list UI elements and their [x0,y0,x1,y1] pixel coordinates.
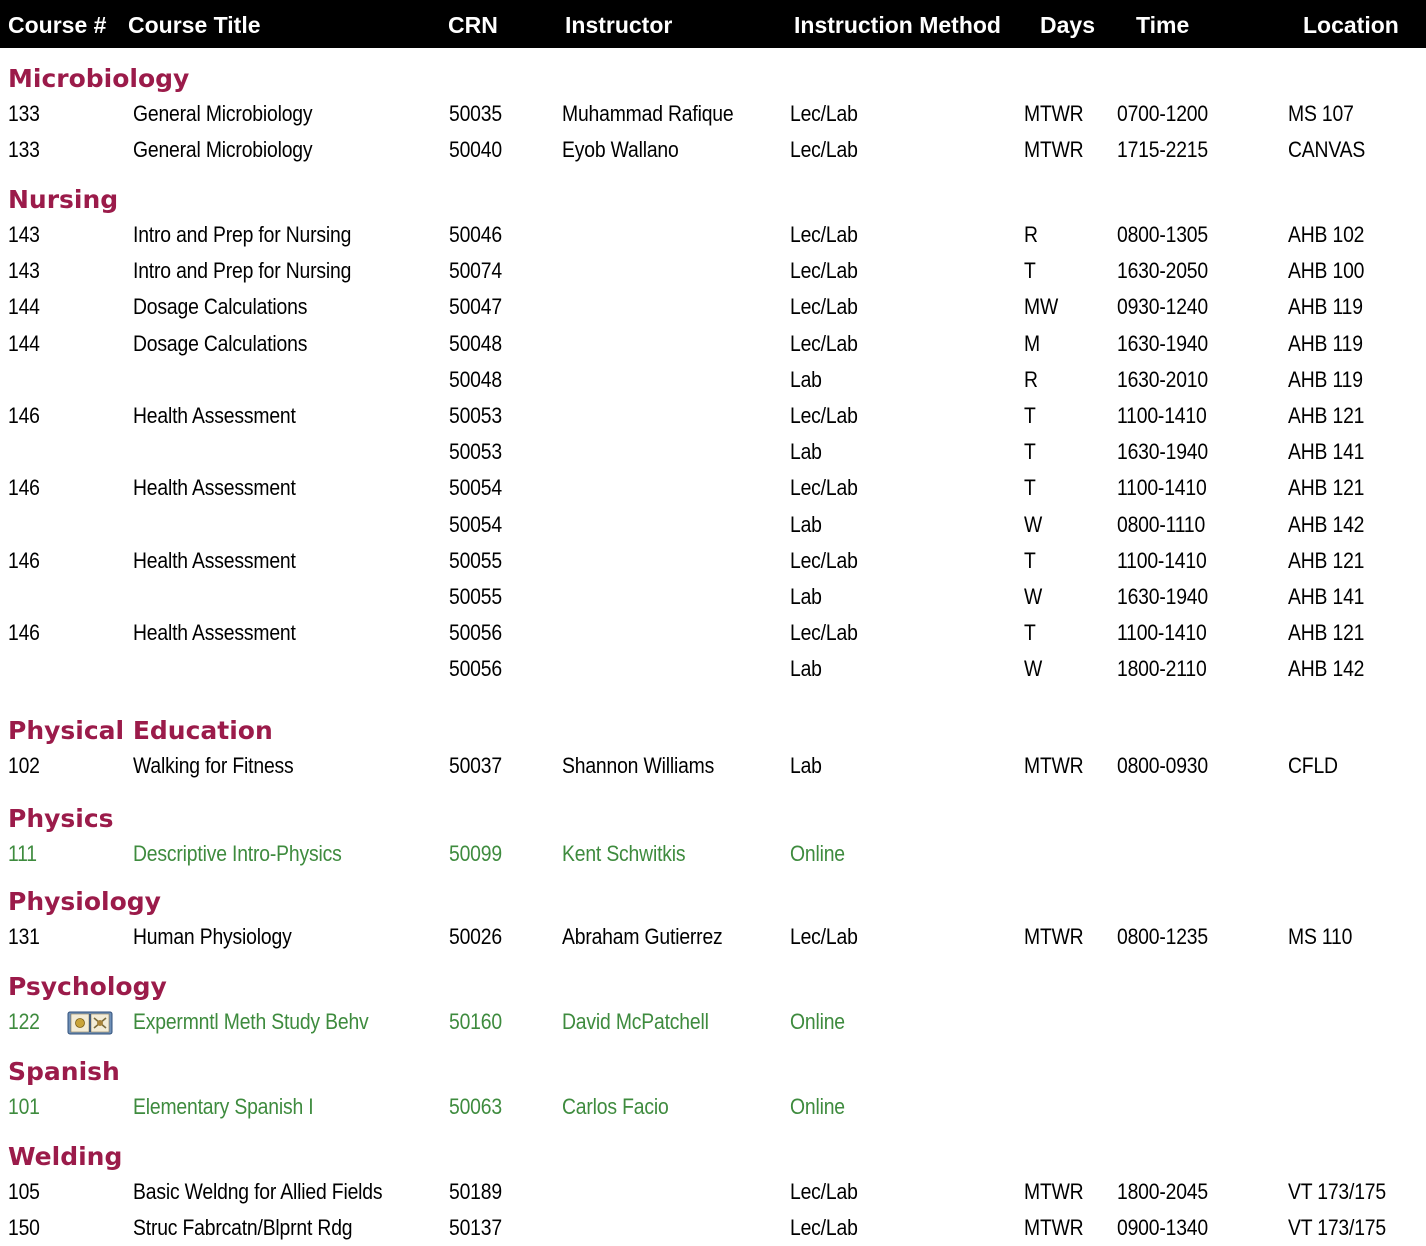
course-number-cell: 144 [8,294,40,320]
course-title-cell: Health Assessment [133,402,296,428]
instruction-method-cell: Lec/Lab [790,402,858,428]
instruction-method-cell: Online [790,1094,845,1119]
crn-cell: 50048 [449,330,502,356]
days-cell: MTWR [1024,101,1084,126]
time-cell: 1630-1940 [1117,439,1208,465]
location-cell: AHB 121 [1288,547,1365,573]
days-cell: T [1024,475,1036,501]
section-rows [0,919,1426,955]
location-cell: AHB 119 [1288,294,1363,320]
crn-cell: 50189 [449,1179,502,1204]
course-number-cell: 111 [8,841,37,866]
location-cell: AHB 102 [1288,222,1365,247]
table-row [0,748,1426,784]
course-title-cell: Intro and Prep for Nursing [133,222,352,247]
location-cell: MS 107 [1288,101,1354,126]
course-number-cell: 146 [8,402,40,428]
section-rows [0,1089,1426,1125]
crn-cell: 50026 [449,924,502,949]
header-instruction-method: Instruction Method [794,12,1001,38]
time-cell: 1100-1410 [1117,620,1207,646]
crn-cell: 50063 [449,1094,502,1119]
instruction-method-cell: Lec/Lab [790,101,858,126]
table-row [0,615,1426,651]
days-cell: MTWR [1024,1215,1084,1241]
table-row [0,217,1426,253]
course-number-cell: 131 [8,924,40,949]
days-cell: T [1024,258,1036,284]
location-cell: AHB 119 [1288,366,1363,392]
section-title: Physical Education [8,716,273,745]
days-cell: W [1024,583,1043,609]
course-number-cell: 101 [8,1094,40,1119]
time-cell: 1715-2215 [1117,137,1208,163]
days-cell: T [1024,547,1036,573]
course-number-cell: 146 [8,475,40,501]
crn-cell: 50053 [449,402,502,428]
course-number-cell: 133 [8,137,40,163]
time-cell: 0930-1240 [1117,294,1208,320]
course-title-cell: Intro and Prep for Nursing [133,258,352,284]
section-title: Spanish [8,1057,120,1086]
days-cell: T [1024,620,1036,646]
course-title-cell: General Microbiology [133,137,313,163]
days-cell: MTWR [1024,924,1084,949]
crn-cell: 50053 [449,439,502,465]
course-number-cell: 143 [8,222,40,247]
instructor-cell: Muhammad Rafique [562,101,734,126]
header-location: Location [1303,12,1399,38]
location-cell: AHB 141 [1288,439,1365,465]
days-cell: R [1024,222,1038,247]
crn-cell: 50074 [449,258,502,284]
location-cell: AHB 142 [1288,656,1365,682]
instruction-method-cell: Online [790,1009,845,1034]
crn-cell: 50035 [449,101,502,126]
header-course-num: Course # [8,12,107,38]
instruction-method-cell: Lec/Lab [790,620,858,646]
course-title-cell: Health Assessment [133,547,296,573]
course-title-cell: Descriptive Intro-Physics [133,841,342,866]
time-cell: 0800-1305 [1117,222,1208,247]
crn-cell: 50040 [449,137,502,163]
section-rows [0,96,1426,168]
time-cell: 0800-0930 [1117,753,1208,778]
location-cell: VT 173/175 [1288,1215,1386,1241]
time-cell: 0800-1235 [1117,924,1208,949]
table-header [0,0,1426,48]
open-book-icon [67,1011,113,1035]
header-course-title: Course Title [128,12,261,38]
time-cell: 1630-1940 [1117,583,1208,609]
table-row [0,1210,1426,1246]
location-cell: AHB 100 [1288,258,1365,284]
crn-cell: 50054 [449,511,502,537]
instructor-cell: Kent Schwitkis [562,841,686,866]
instruction-method-cell: Lec/Lab [790,924,858,949]
instruction-method-cell: Lab [790,366,822,392]
time-cell: 1100-1410 [1117,475,1207,501]
section-title: Psychology [8,972,167,1001]
instruction-method-cell: Lec/Lab [790,294,858,320]
table-row [0,470,1426,506]
course-title-cell: Health Assessment [133,620,296,646]
instructor-cell: Carlos Facio [562,1094,669,1119]
course-number-cell: 122 [8,1009,40,1034]
days-cell: R [1024,366,1038,392]
course-title-cell: Basic Weldng for Allied Fields [133,1179,383,1204]
header-instructor: Instructor [565,12,673,38]
table-row [0,398,1426,434]
table-row [0,362,1426,398]
location-cell: CFLD [1288,753,1338,778]
section-title: Microbiology [8,64,190,93]
location-cell: AHB 121 [1288,620,1365,646]
crn-cell: 50047 [449,294,502,320]
instruction-method-cell: Lec/Lab [790,137,858,163]
days-cell: W [1024,656,1043,682]
section-rows [0,1174,1426,1246]
course-number-cell: 143 [8,258,40,284]
course-title-cell: Walking for Fitness [133,753,294,778]
table-row [0,96,1426,132]
instruction-method-cell: Lec/Lab [790,258,858,284]
days-cell: T [1024,439,1036,465]
crn-cell: 50037 [449,753,502,778]
table-row [0,1089,1426,1125]
instruction-method-cell: Lab [790,439,822,465]
table-row [0,1174,1426,1210]
location-cell: CANVAS [1288,137,1366,163]
time-cell: 1100-1410 [1117,402,1207,428]
crn-cell: 50046 [449,222,502,247]
course-number-cell: 133 [8,101,40,126]
table-row [0,651,1426,687]
table-row [0,289,1426,325]
section-rows [0,836,1426,872]
time-cell: 0900-1340 [1117,1215,1208,1241]
days-cell: MTWR [1024,137,1084,163]
instruction-method-cell: Lab [790,753,822,778]
days-cell: T [1024,402,1036,428]
section-title: Nursing [8,185,119,214]
course-title-cell: Dosage Calculations [133,330,308,356]
course-number-cell: 146 [8,547,40,573]
time-cell: 0800-1110 [1117,511,1206,537]
crn-cell: 50160 [449,1009,502,1034]
time-cell: 1630-2050 [1117,258,1208,284]
table-row [0,836,1426,872]
instructor-cell: Eyob Wallano [562,137,679,163]
section-title: Physics [8,804,114,833]
days-cell: MW [1024,294,1059,320]
instruction-method-cell: Lec/Lab [790,1215,858,1241]
table-row [0,919,1426,955]
location-cell: AHB 121 [1288,402,1365,428]
course-title-cell: Elementary Spanish I [133,1094,314,1119]
course-title-cell: Expermntl Meth Study Behv [133,1009,369,1034]
section-title: Physiology [8,887,161,916]
crn-cell: 50099 [449,841,502,866]
instruction-method-cell: Lec/Lab [790,475,858,501]
crn-cell: 50048 [449,366,502,392]
course-title-cell: Struc Fabrcatn/Blprnt Rdg [133,1215,353,1241]
crn-cell: 50056 [449,620,502,646]
location-cell: AHB 141 [1288,583,1365,609]
days-cell: M [1024,330,1040,356]
section-rows [0,217,1426,687]
location-cell: VT 173/175 [1288,1179,1386,1204]
section-rows [0,1004,1426,1040]
days-cell: MTWR [1024,1179,1084,1204]
instructor-cell: Abraham Gutierrez [562,924,723,949]
crn-cell: 50056 [449,656,502,682]
crn-cell: 50055 [449,547,502,573]
header-crn: CRN [448,12,498,38]
location-cell: AHB 119 [1288,330,1363,356]
table-row [0,1004,1426,1040]
location-cell: MS 110 [1288,924,1353,949]
instructor-cell: Shannon Williams [562,753,715,778]
time-cell: 1800-2110 [1117,656,1207,682]
days-cell: W [1024,511,1043,537]
table-row [0,434,1426,470]
course-title-cell: Dosage Calculations [133,294,308,320]
time-cell: 1100-1410 [1117,547,1207,573]
section-title: Welding [8,1142,123,1171]
course-number-cell: 150 [8,1215,40,1241]
header-time: Time [1136,12,1190,38]
location-cell: AHB 121 [1288,475,1365,501]
location-cell: AHB 142 [1288,511,1365,537]
course-title-cell: General Microbiology [133,101,313,126]
instruction-method-cell: Lec/Lab [790,330,858,356]
course-number-cell: 144 [8,330,40,356]
section-rows [0,748,1426,784]
time-cell: 0700-1200 [1117,101,1208,126]
crn-cell: 50137 [449,1215,502,1241]
time-cell: 1630-1940 [1117,330,1208,356]
table-row [0,326,1426,362]
table-row [0,579,1426,615]
crn-cell: 50054 [449,475,502,501]
header-days: Days [1040,12,1095,38]
instruction-method-cell: Online [790,841,845,866]
time-cell: 1800-2045 [1117,1179,1208,1204]
instruction-method-cell: Lec/Lab [790,222,858,247]
instruction-method-cell: Lab [790,511,822,537]
instruction-method-cell: Lab [790,656,822,682]
table-row [0,543,1426,579]
table-row [0,253,1426,289]
instructor-cell: David McPatchell [562,1009,709,1034]
course-number-cell: 105 [8,1179,40,1204]
time-cell: 1630-2010 [1117,366,1208,392]
crn-cell: 50055 [449,583,502,609]
instruction-method-cell: Lec/Lab [790,1179,858,1204]
days-cell: MTWR [1024,753,1084,778]
table-row [0,507,1426,543]
course-number-cell: 146 [8,620,40,646]
course-number-cell: 102 [8,753,40,778]
course-title-cell: Human Physiology [133,924,292,949]
table-row [0,132,1426,168]
instruction-method-cell: Lab [790,583,822,609]
course-title-cell: Health Assessment [133,475,296,501]
instruction-method-cell: Lec/Lab [790,547,858,573]
